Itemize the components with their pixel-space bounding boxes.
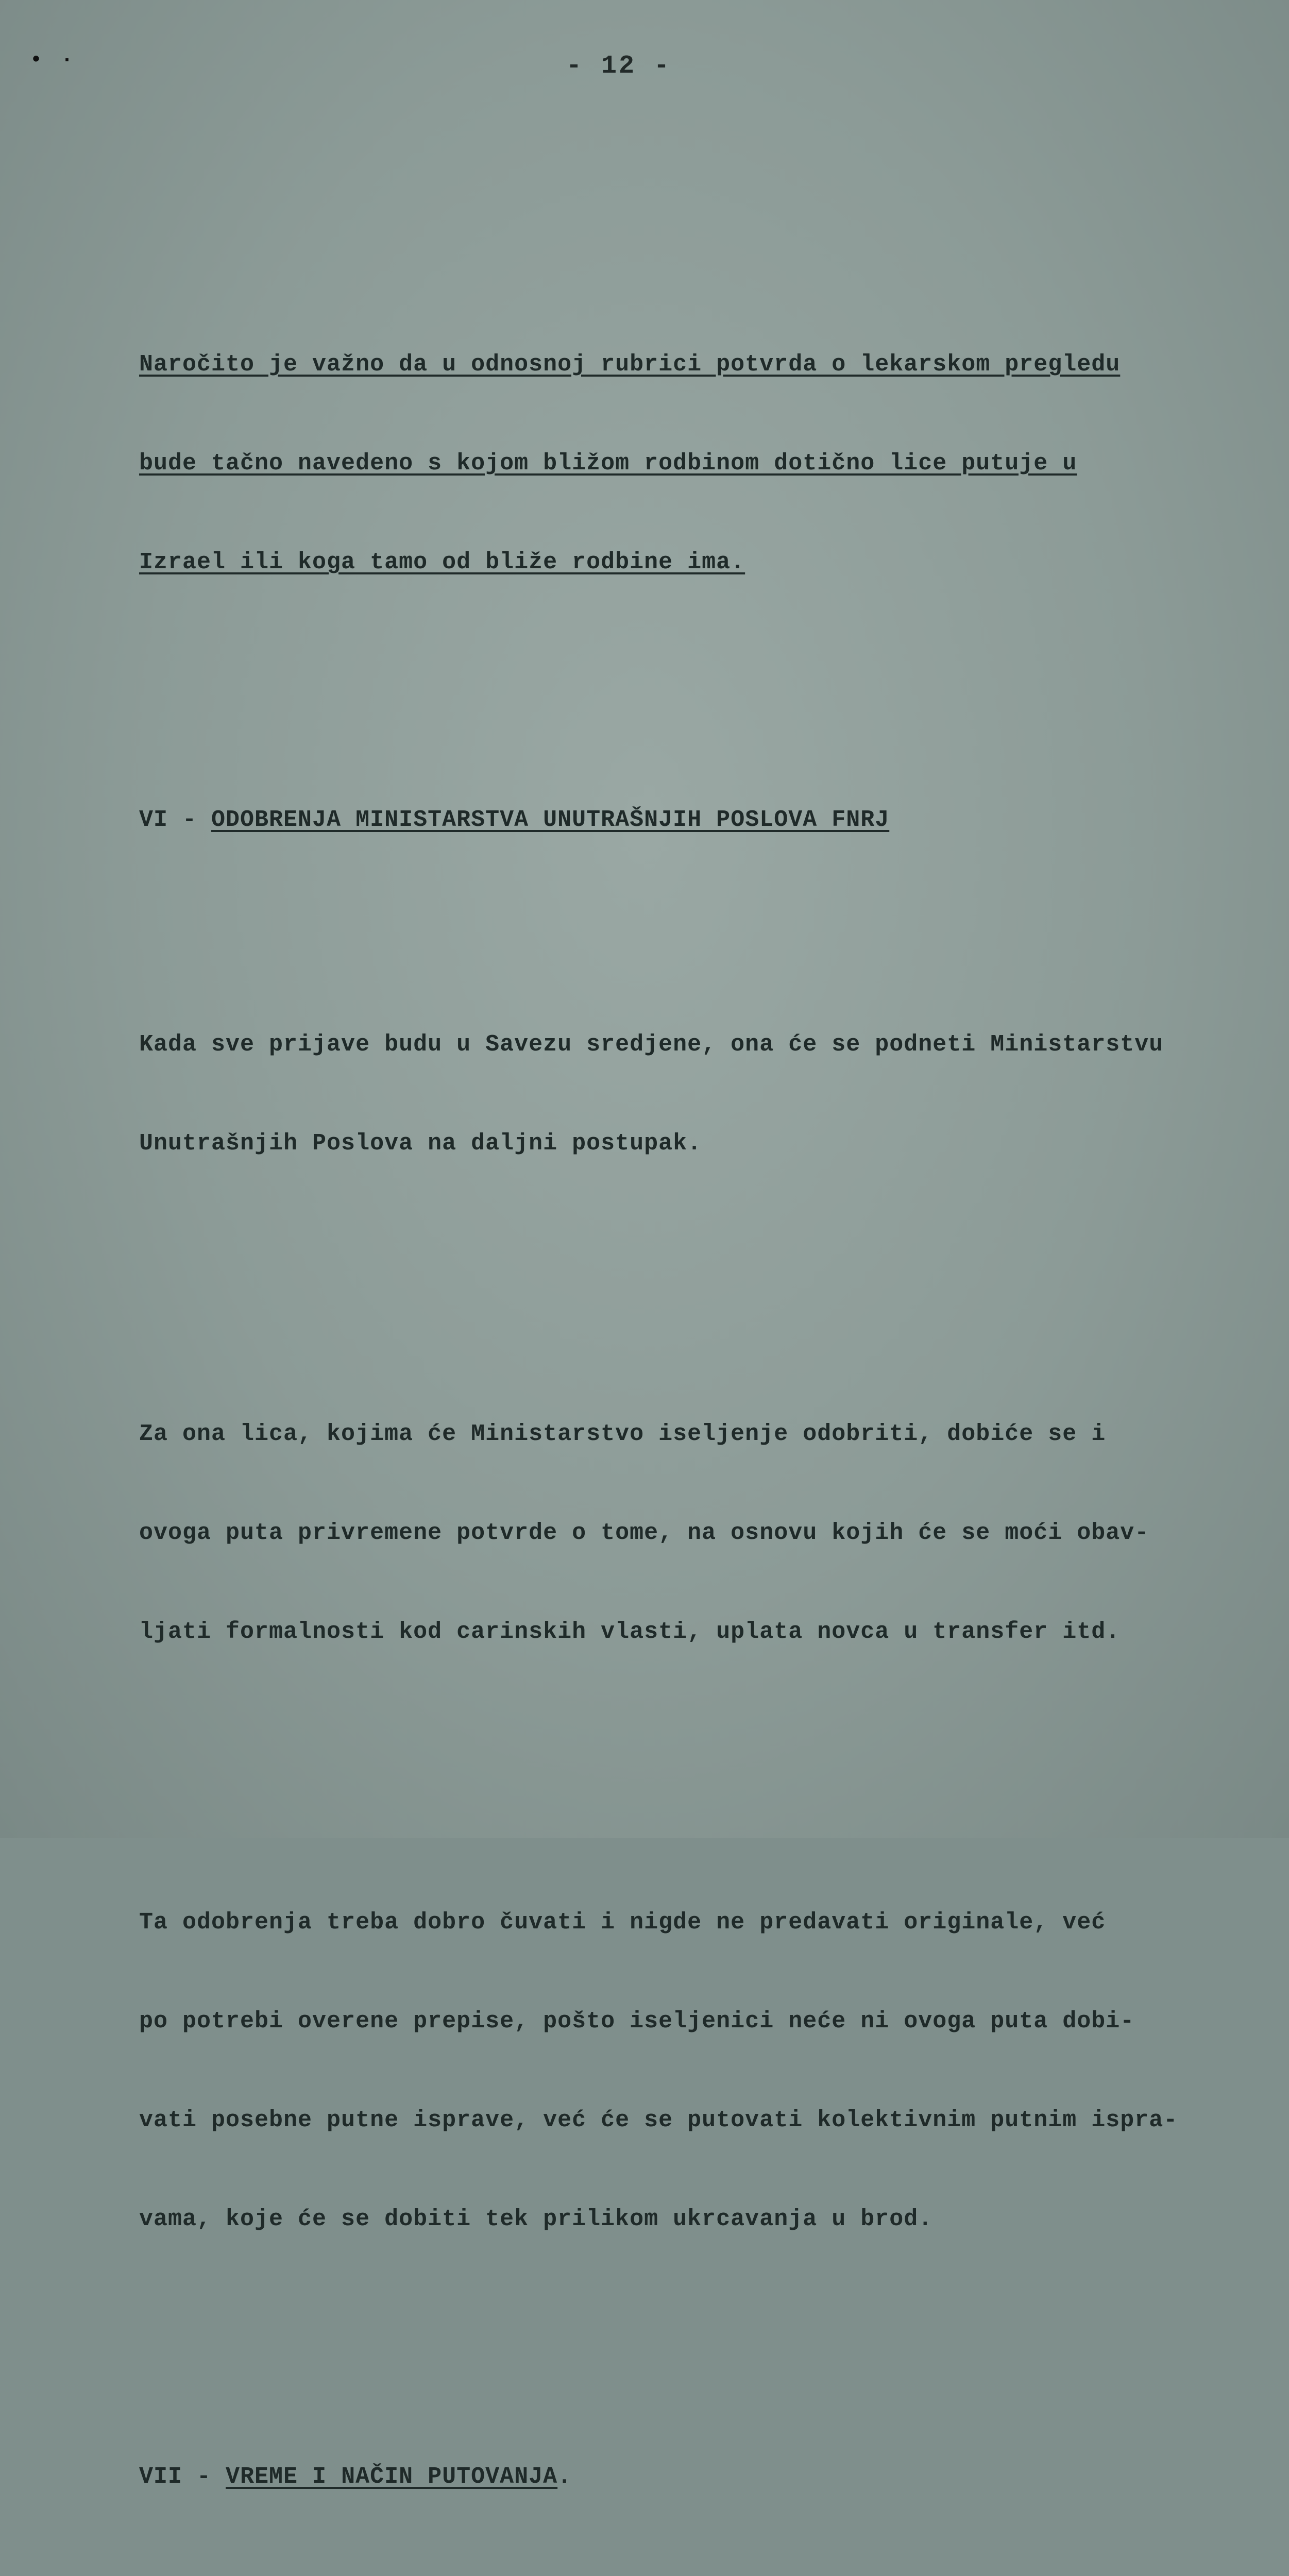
text-line: Kada sve prijave budu u Savezu sredjene, ona će se podneti Ministarstvu [139, 1031, 1164, 1058]
section-vi-paragraph-1 [139, 962, 1273, 1226]
section-vi-heading [139, 804, 1273, 837]
text-line: vama, koje će se dobiti tek prilikom ukrcavanja u brod. [139, 2206, 933, 2232]
intro-line: Izrael ili koga tamo od bliže rodbine ima. [139, 549, 745, 575]
text-line: Ta odobrenja treba dobro čuvati i nigde ne predavati originale, već [139, 1909, 1106, 1936]
section-vii-number: VII - [139, 2464, 226, 2490]
text-line: Za ona lica, kojima će Ministarstvo iseljenje odobriti, dobiće se i [139, 1421, 1106, 1447]
section-vii-heading [139, 2461, 1273, 2494]
intro-paragraph [139, 282, 1273, 645]
intro-line: bude tačno navedeno s kojom bližom rodbinom dotično lice putuje u [139, 450, 1077, 477]
section-vii-title-suffix: . [557, 2464, 572, 2490]
section-vi-number: VI - [139, 807, 212, 833]
text-line: vati posebne putne isprave, već će se putovati kolektivnim putnim ispra- [139, 2107, 1178, 2133]
page-number: - 12 - [566, 52, 672, 81]
text-line: Unutrašnjih Poslova na daljni postupak. [139, 1130, 702, 1157]
section-vi-paragraph-3 [139, 1840, 1273, 2302]
text-line: ovoga puta privremene potvrde o tome, na osnovu kojih će se moći obav- [139, 1520, 1149, 1546]
corner-mark: • · [30, 49, 77, 72]
text-line: po potrebi overene prepise, pošto iseljenici neće ni ovoga puta dobi- [139, 2008, 1135, 2035]
document-body [139, 150, 1273, 2576]
intro-line: Naročito je važno da u odnosnoj rubrici potvrda o lekarskom pregledu [139, 351, 1121, 378]
section-vi-title: ODOBRENJA MINISTARSTVA UNUTRAŠNJIH POSLOVA FNRJ [211, 807, 890, 833]
section-vi-paragraph-2 [139, 1352, 1273, 1715]
section-vii-title: VREME I NAČIN PUTOVANJA [226, 2464, 558, 2490]
text-line: ljati formalnosti kod carinskih vlasti, uplata novca u transfer itd. [139, 1619, 1121, 1645]
